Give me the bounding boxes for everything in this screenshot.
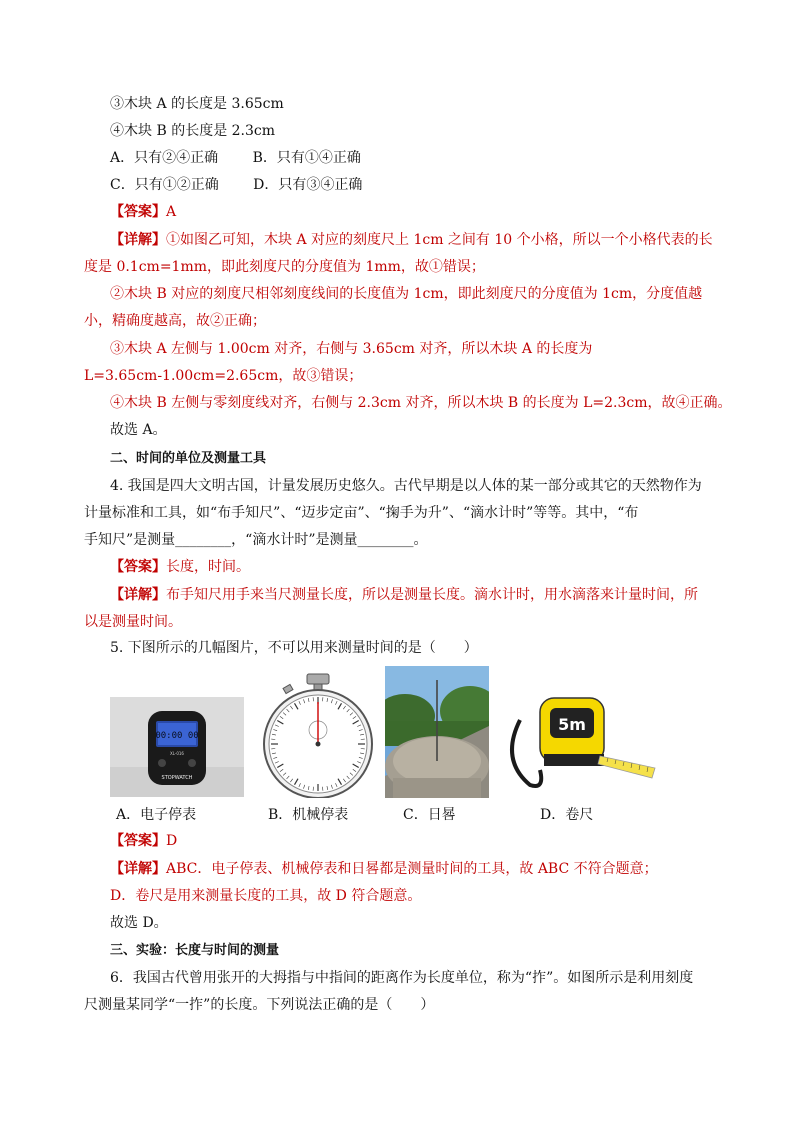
q4-stem-c: 手知尺”是测量________，“滴水计时”是测量________。: [84, 532, 428, 548]
stopwatch-brand-text: STOPWATCH: [161, 775, 193, 781]
answer-3: [110, 202, 176, 222]
detail-4: ④木块 B 左侧与零刻度线对齐，右侧与 2.3cm 对齐，所以木块 B 的长度为 L=2.3cm，故④正确。: [110, 395, 732, 411]
q4-detail-a: [110, 585, 698, 605]
caption-d: D．卷尺: [540, 807, 594, 823]
choose-5: 故选 D。: [110, 915, 168, 931]
choose-3: 故选 A。: [110, 422, 167, 438]
mechanical-stopwatch-image: [260, 672, 376, 798]
answer-value: A: [166, 204, 177, 220]
statement-3: ③木块 A 的长度是 3.65cm: [110, 96, 284, 112]
option-a: A．只有②④正确: [110, 150, 219, 166]
detail-2a: ②木块 B 对应的刻度尺相邻刻度线间的长度值为 1cm，即此刻度尺的分度值为 1cm，分度值越: [110, 286, 703, 302]
q5-detail-b: D．卷尺是用来测量长度的工具，故 D 符合题意。: [110, 888, 422, 904]
section-heading-2: 二、时间的单位及测量工具: [110, 451, 267, 466]
option-b: B．只有①④正确: [252, 150, 361, 166]
stopwatch-model-text: XL-016: [170, 751, 184, 756]
caption-b: B．机械停表: [268, 807, 349, 823]
options-row-2: [110, 175, 392, 195]
detail-1b: 度是 0.1cm=1mm，即此刻度尺的分度值为 1mm，故①错误；: [84, 259, 485, 275]
statement-4: ④木块 B 的长度是 2.3cm: [110, 123, 276, 139]
answer-tag: 【答案】: [110, 559, 166, 575]
options-row-1: [110, 148, 391, 168]
electronic-stopwatch-image: [110, 697, 244, 797]
detail-3b: L=3.65cm-1.00cm=2.65cm，故③错误；: [84, 368, 363, 384]
answer-value: 长度，时间。: [166, 559, 250, 575]
q4-detail-b: 以是测量时间。: [84, 614, 182, 630]
option-c: C．只有①②正确: [110, 177, 219, 193]
answer-value: D: [166, 833, 178, 849]
tape-label-text: 5m: [558, 715, 586, 734]
detail-tag: 【详解】: [110, 861, 166, 877]
detail-text: ABC．电子停表、机械停表和日晷都是测量时间的工具，故 ABC 不符合题意；: [166, 861, 658, 877]
detail-text: ①如图乙可知，木块 A 对应的刻度尺上 1cm 之间有 10 个小格，所以一个小格代表的长: [166, 232, 713, 248]
q4-stem-b: 计量标准和工具，如“布手知尺”、“迈步定亩”、“掬手为升”、“滴水计时”等等。其中，“布: [84, 505, 639, 521]
q5-answer: [110, 831, 177, 851]
q6-stem-b: 尺测量某同学“一拃”的长度。下列说法正确的是（ ）: [84, 997, 435, 1013]
q4-answer: [110, 557, 250, 577]
q4-stem-a: 4. 我国是四大文明古国，计量发展历史悠久。古代早期是以人体的某一部分或其它的天然物作为: [110, 478, 702, 494]
stopwatch-screen-text: 00:00 00: [155, 731, 199, 741]
detail-1a: [110, 230, 713, 250]
tape-measure-image: [500, 690, 660, 800]
sundial-image: [385, 666, 489, 798]
q5-detail-a: [110, 859, 658, 879]
detail-3a: ③木块 A 左侧与 1.00cm 对齐，右侧与 3.65cm 对齐，所以木块 A 的长度为: [110, 341, 593, 357]
detail-2b: 小，精确度越高，故②正确；: [84, 313, 266, 329]
detail-text: 布手知尺用手来当尺测量长度，所以是测量长度。滴水计时，用水滴落来计量时间，所: [166, 587, 698, 603]
detail-tag: 【详解】: [110, 232, 166, 248]
option-d: D．只有③④正确: [253, 177, 363, 193]
q6-stem-a: 6．我国古代曾用张开的大拇指与中指间的距离作为长度单位，称为“拃”。如图所示是利用刻度: [110, 970, 694, 986]
answer-tag: 【答案】: [110, 204, 166, 220]
caption-a: A．电子停表: [116, 807, 197, 823]
section-heading-3: 三、实验：长度与时间的测量: [110, 943, 280, 958]
caption-c: C．日晷: [403, 807, 456, 823]
detail-tag: 【详解】: [110, 587, 166, 603]
q5-stem: 5. 下图所示的几幅图片，不可以用来测量时间的是（ ）: [110, 640, 478, 656]
answer-tag: 【答案】: [110, 833, 166, 849]
